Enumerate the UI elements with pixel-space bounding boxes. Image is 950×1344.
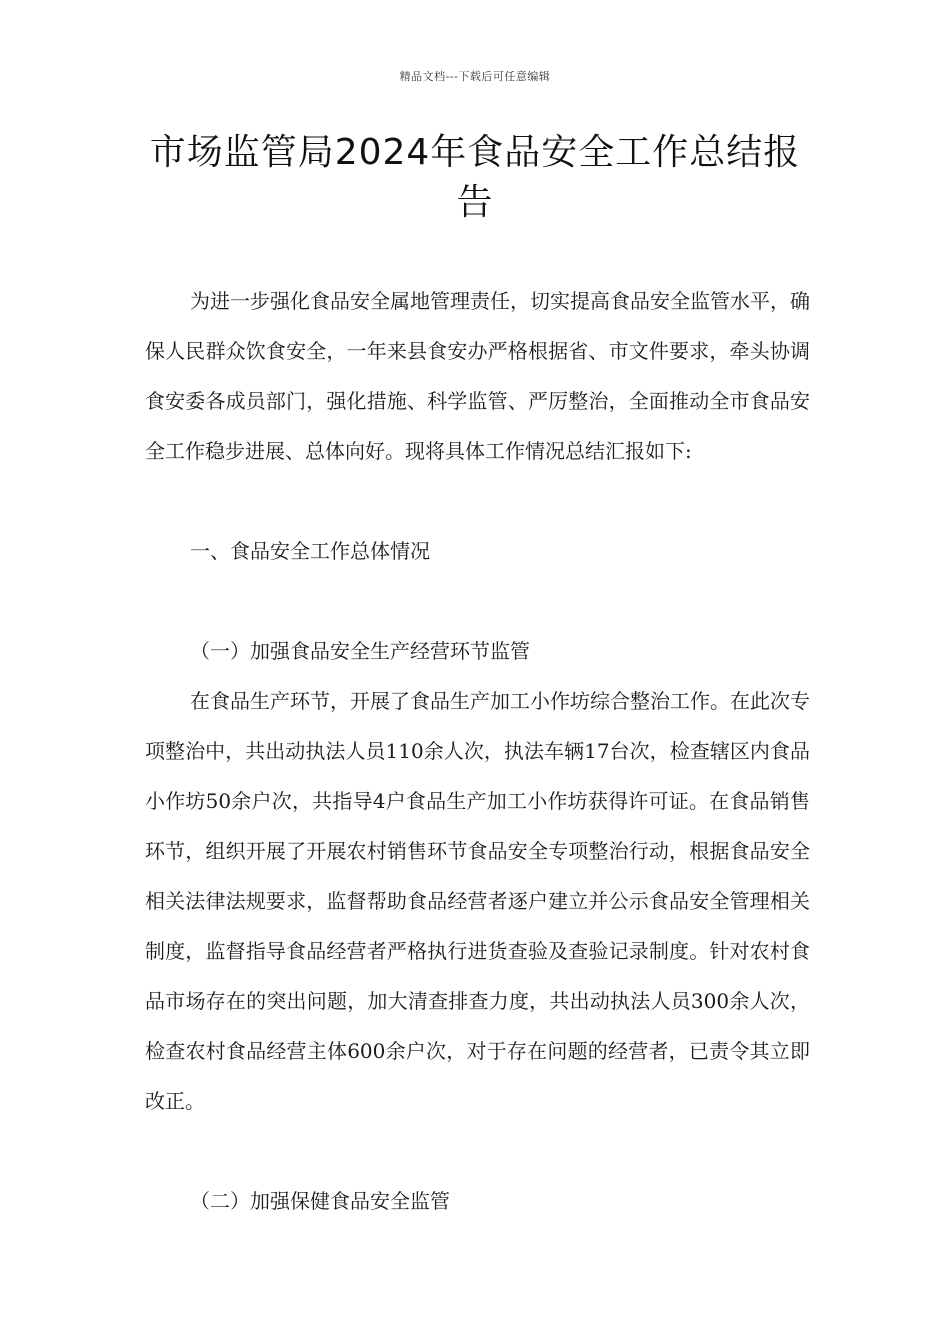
section-heading-1: 一、食品安全工作总体情况 xyxy=(190,539,430,563)
subsection-heading-1: （一）加强食品安全生产经营环节监管 xyxy=(190,639,530,663)
document-title: 市场监管局2024年食品安全工作总结报告 xyxy=(149,132,801,223)
subsection-1-paragraph: 在食品生产环节，开展了食品生产加工小作坊综合整治工作。在此次专项整治中，共出动执法人员110余人次，执法车辆17台次，检查辖区内食品小作坊50余户次，共指导4户食品生产加工小作坊获得许可证。在食品销售环节，组织开展了开展农村销售环节食品安全专项整治行动，根据食品安全相关法律法规要求，监督帮助食品经营者逐户建立并公示食品安全管理相关制度，监督指导食品经营者严格执行进货查验及查验记录制度。针对农村食品市场存在的突出问题，加大清查排查力度，共出动执法人员300余人次，检查农村食品经营主体600余户次，对于存在问题的经营者，已责令其立即改正。 xyxy=(145,689,810,1113)
header-note: 精品文档---下载后可任意编辑 xyxy=(399,70,551,83)
subsection-heading-2: （二）加强保健食品安全监管 xyxy=(190,1189,450,1213)
intro-paragraph: 为进一步强化食品安全属地管理责任，切实提高食品安全监管水平，确保人民群众饮食安全，一年来县食安办严格根据省、市文件要求，牵头协调食安委各成员部门，强化措施、科学监管、严厉整治，全面推动全市食品安全工作稳步进展、总体向好。现将具体工作情况总结汇报如下: xyxy=(145,289,810,463)
